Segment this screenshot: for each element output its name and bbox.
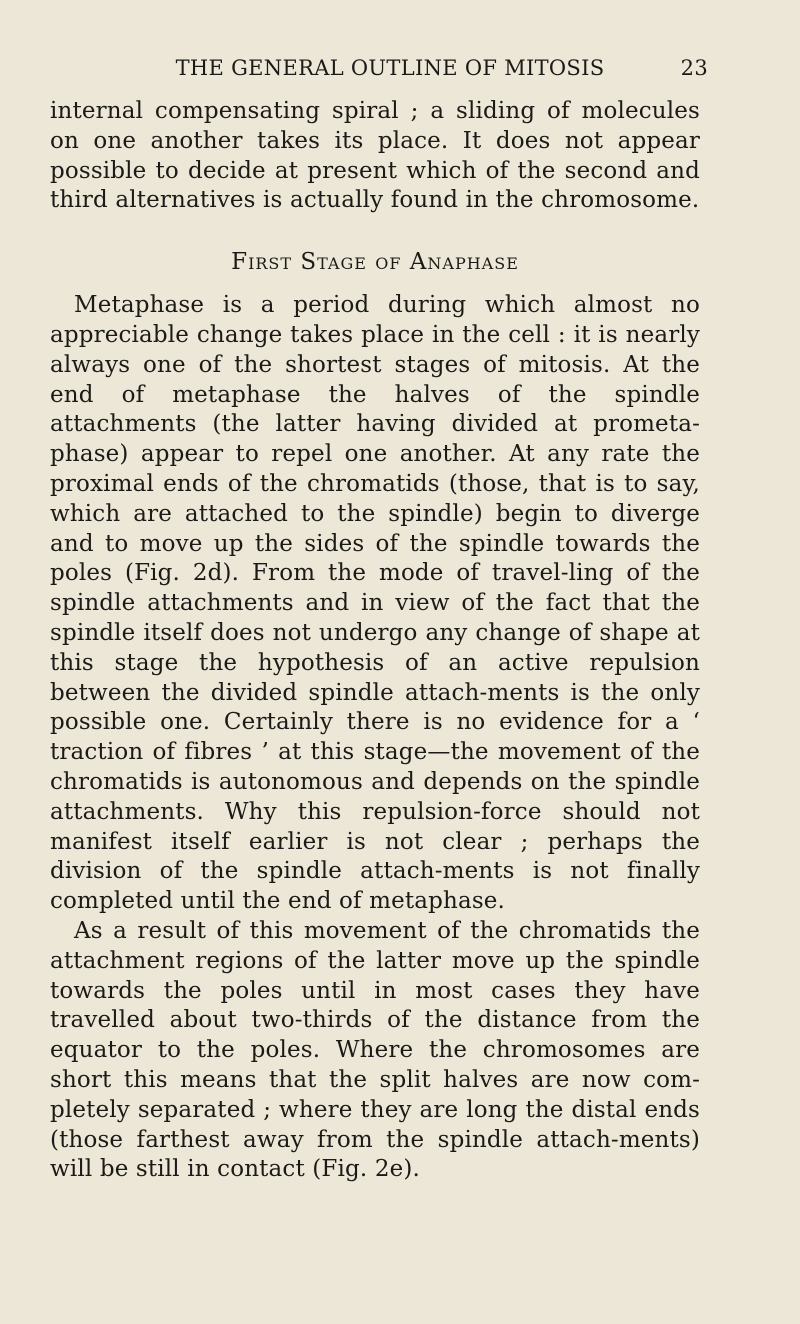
running-head-title: THE GENERAL OUTLINE OF MITOSIS (175, 56, 605, 80)
body-text (50, 97, 700, 1185)
running-head (92, 56, 708, 90)
paragraph-movement: As a result of this movement of the chromatids the attachment regions of the latter move up the spindle towards the poles until in most cases they have travelled about two-thirds of the distance from the equator to the poles. Where the chromosomes are short this means that the split halves are now com-pletely separated ; where they are long the distal ends (those farthest away from the spindle attach-ments) will be still in contact (Fig. 2e). (50, 917, 700, 1183)
paragraph-metaphase: Metaphase is a period during which almost no appreciable change takes place in the cell : it is nearly always one of the shortest stages of mitosis. At the end of metaphase the halves of the spindle attachments (the latter having divided at prometa-phase) appear to repel one another. At any rate the proximal ends of the chromatids (those, that is to say, which are attached to the spindle) begin to diverge and to move up the sides of the spindle towards the poles (Fig. 2d). From the mode of travel-ling of the spindle attachments and in view of the fact that the spindle itself does not undergo any change of shape at this stage the hypothesis of an active repulsion between the divided spindle attach-ments is the only possible one. Certainly there is no evidence for a ‘ traction of fibres ’ at this stage—the movement of the chromatids is autonomous and depends on the spindle attachments. Why this repulsion-force should not manifest itself earlier is not clear ; perhaps the division of the spindle attach-ments is not finally completed until the end of metaphase. (50, 292, 700, 915)
paragraph-continuation: internal compensating spiral ; a sliding of molecules on one another takes its place. It does not appear possible to decide at present which of the second and third alternatives is actually found in the chromosome. (50, 98, 700, 214)
page-number: 23 (680, 56, 708, 80)
section-heading: First Stage of Anaphase (231, 249, 519, 276)
